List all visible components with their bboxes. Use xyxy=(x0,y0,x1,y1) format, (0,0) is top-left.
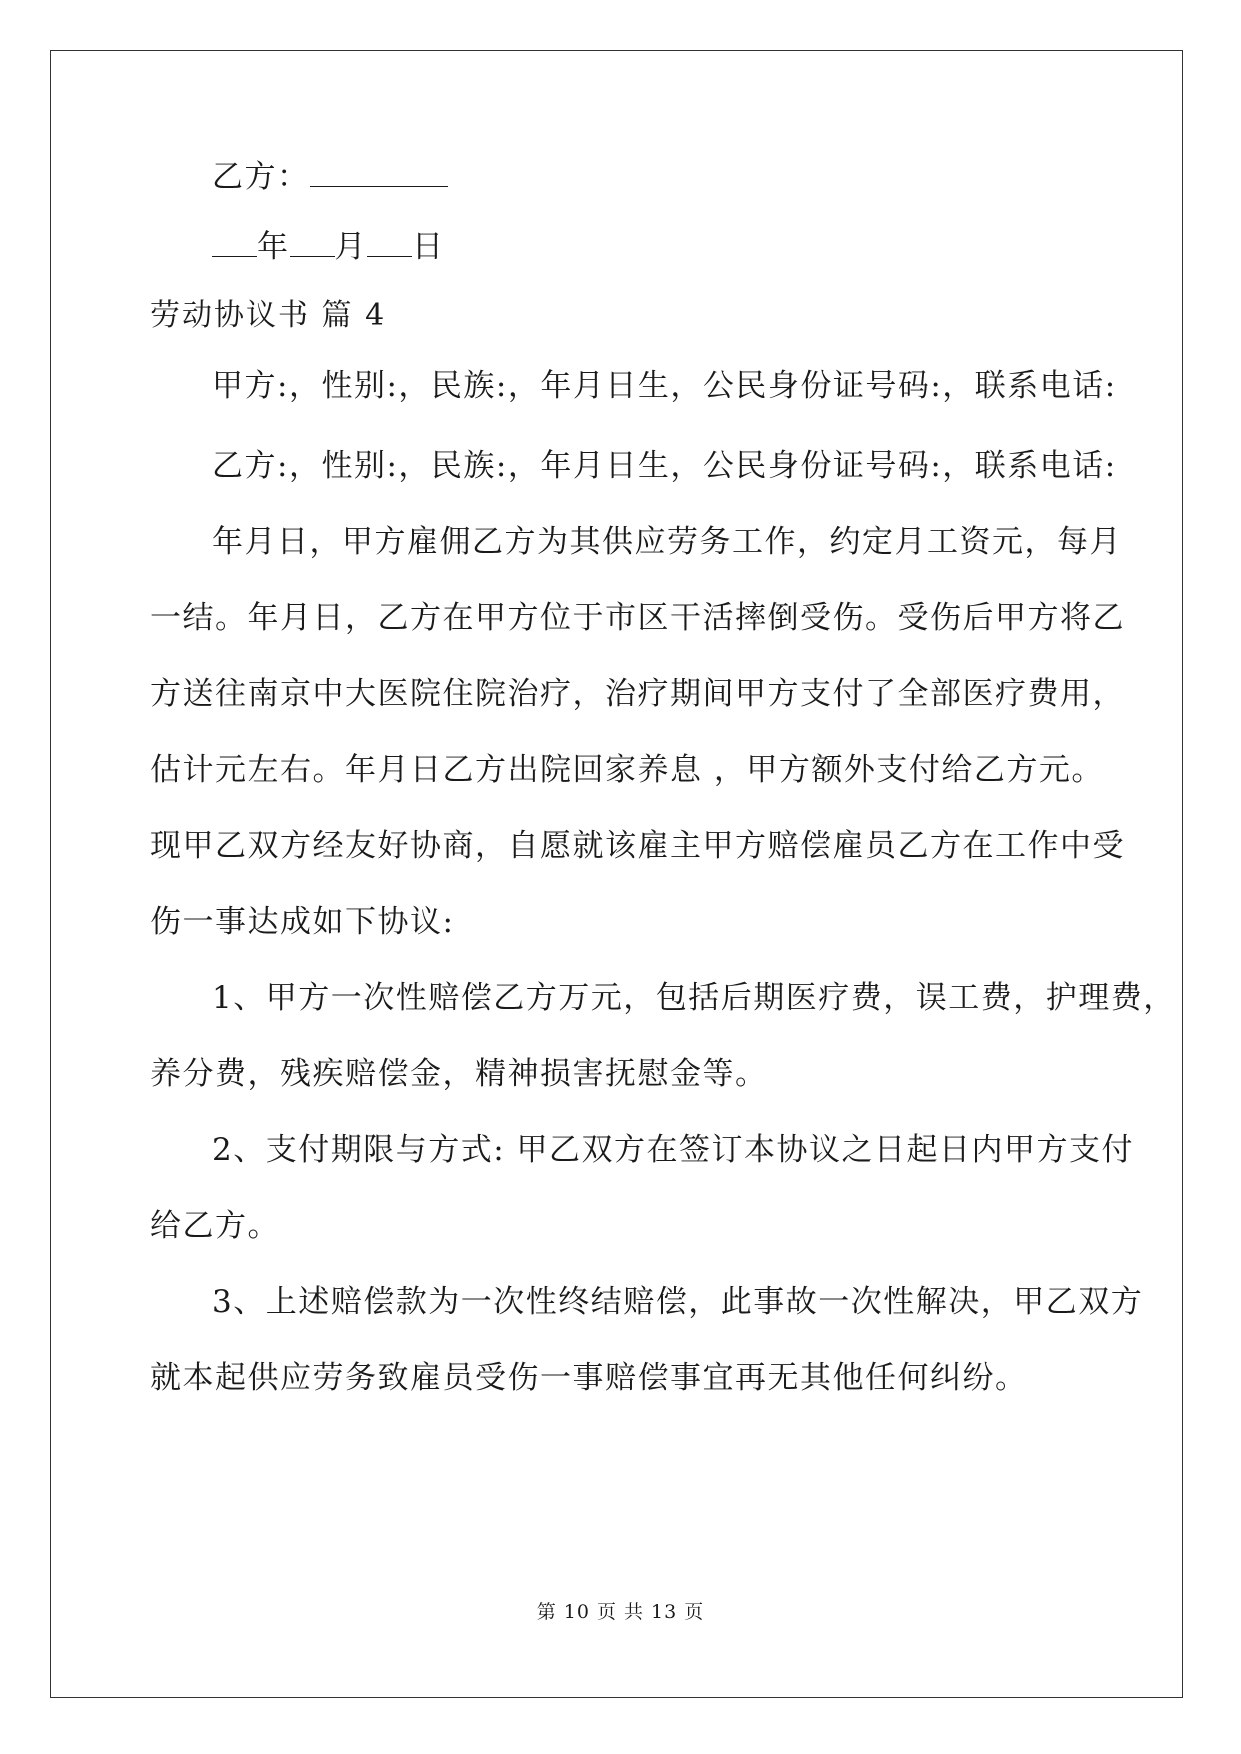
party-b-signature-blank xyxy=(310,156,448,187)
year-label: 年 xyxy=(257,229,290,265)
party-b-signature-label: 乙方： xyxy=(212,159,310,195)
day-label: 日 xyxy=(412,229,445,265)
clause-1-line-1: 1、甲方一次性赔偿乙方万元，包括后期医疗费，误工费，护理费， xyxy=(212,980,1176,1016)
clause-3-line-1: 3、上述赔偿款为一次性终结赔偿，此事故一次性解决，甲乙双方 xyxy=(212,1284,1144,1320)
party-a-info: 甲方:，性别:，民族:，年月日生，公民身份证号码:，联系电话: xyxy=(212,368,1117,404)
year-blank xyxy=(212,226,257,257)
party-b-signature-line xyxy=(212,156,448,197)
clause-2-line-1: 2、支付期限与方式: 甲乙双方在签订本协议之日起日内甲方支付 xyxy=(212,1132,1135,1168)
month-blank xyxy=(290,226,335,257)
body-line: 方送往南京中大医院住院治疗，治疗期间甲方支付了全部医疗费用， xyxy=(150,676,1125,712)
clause-1-line-2: 养分费，残疾赔偿金，精神损害抚慰金等。 xyxy=(150,1056,768,1092)
signature-date-line xyxy=(212,226,445,267)
section-title: 劳动协议书 篇 4 xyxy=(150,298,387,333)
body-line: 一结。年月日，乙方在甲方位于市区干活摔倒受伤。受伤后甲方将乙 xyxy=(150,600,1125,636)
body-line: 伤一事达成如下协议: xyxy=(150,904,455,940)
day-blank xyxy=(367,226,412,257)
body-line: 现甲乙双方经友好协商，自愿就该雇主甲方赔偿雇员乙方在工作中受 xyxy=(150,828,1125,864)
body-line: 年月日，甲方雇佣乙方为其供应劳务工作，约定月工资元，每月 xyxy=(212,524,1122,560)
month-label: 月 xyxy=(334,229,367,265)
clause-3-line-2: 就本起供应劳务致雇员受伤一事赔偿事宜再无其他任何纠纷。 xyxy=(150,1360,1028,1396)
page-number-footer: 第 10 页 共 13 页 xyxy=(536,1601,705,1623)
clause-2-line-2: 给乙方。 xyxy=(150,1208,280,1244)
party-b-info: 乙方:，性别:，民族:，年月日生，公民身份证号码:，联系电话: xyxy=(212,448,1117,484)
body-line: 估计元左右。年月日乙方出院回家养息 ，甲方额外支付给乙方元。 xyxy=(150,752,1104,788)
